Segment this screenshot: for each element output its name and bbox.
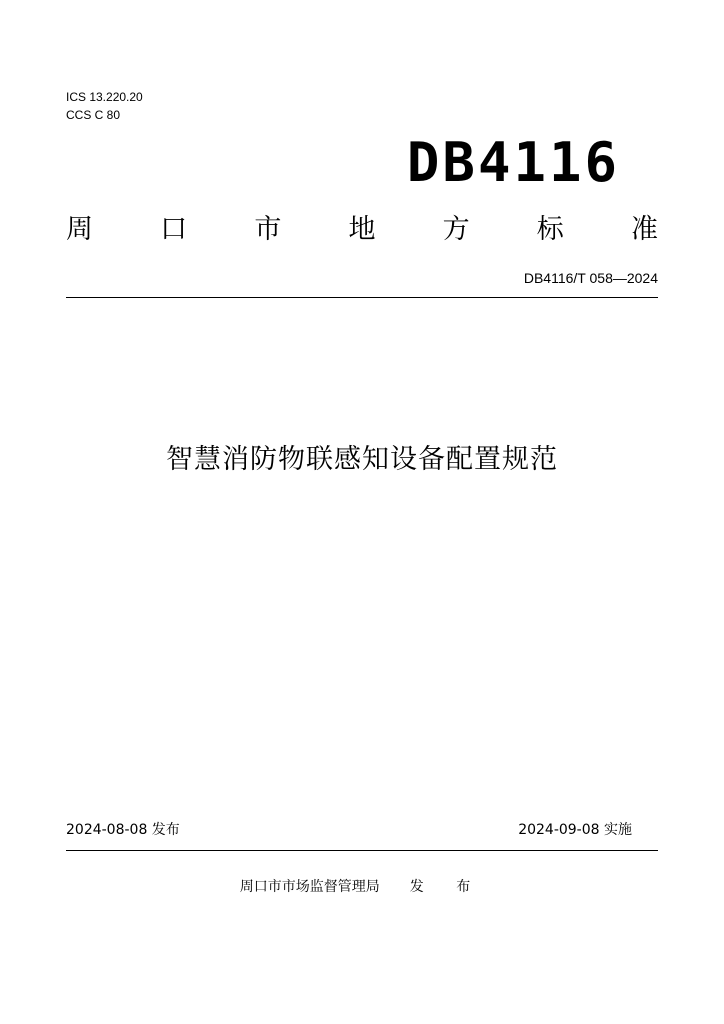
ccs-code: CCS C 80 [66,108,121,122]
standard-type-char: 准 [630,214,658,245]
standard-type-char: 周 [66,214,93,245]
document-title: 智慧消防物联感知设备配置规范 [166,444,558,475]
issuer-line [0,877,724,897]
standard-type-char: 标 [536,214,564,245]
issue-action: 发 布 [409,879,485,895]
standard-type-heading [66,212,658,248]
implement-date: 2024-09-08 实施 [518,822,632,838]
standard-number: DB4116/T 058—2024 [523,270,658,286]
standard-type-char: 地 [348,214,376,245]
standard-type-char: 口 [160,214,188,245]
standard-type-char: 市 [254,214,282,245]
standard-type-char: 方 [442,214,470,245]
top-divider [66,297,658,298]
ics-code: ICS 13.220.20 [66,90,143,104]
db-code-logo: DB4116 [406,131,620,194]
bottom-divider [66,850,658,851]
publish-date: 2024-08-08 发布 [66,822,180,838]
issuer-name: 周口市市场监督管理局 [239,879,380,895]
